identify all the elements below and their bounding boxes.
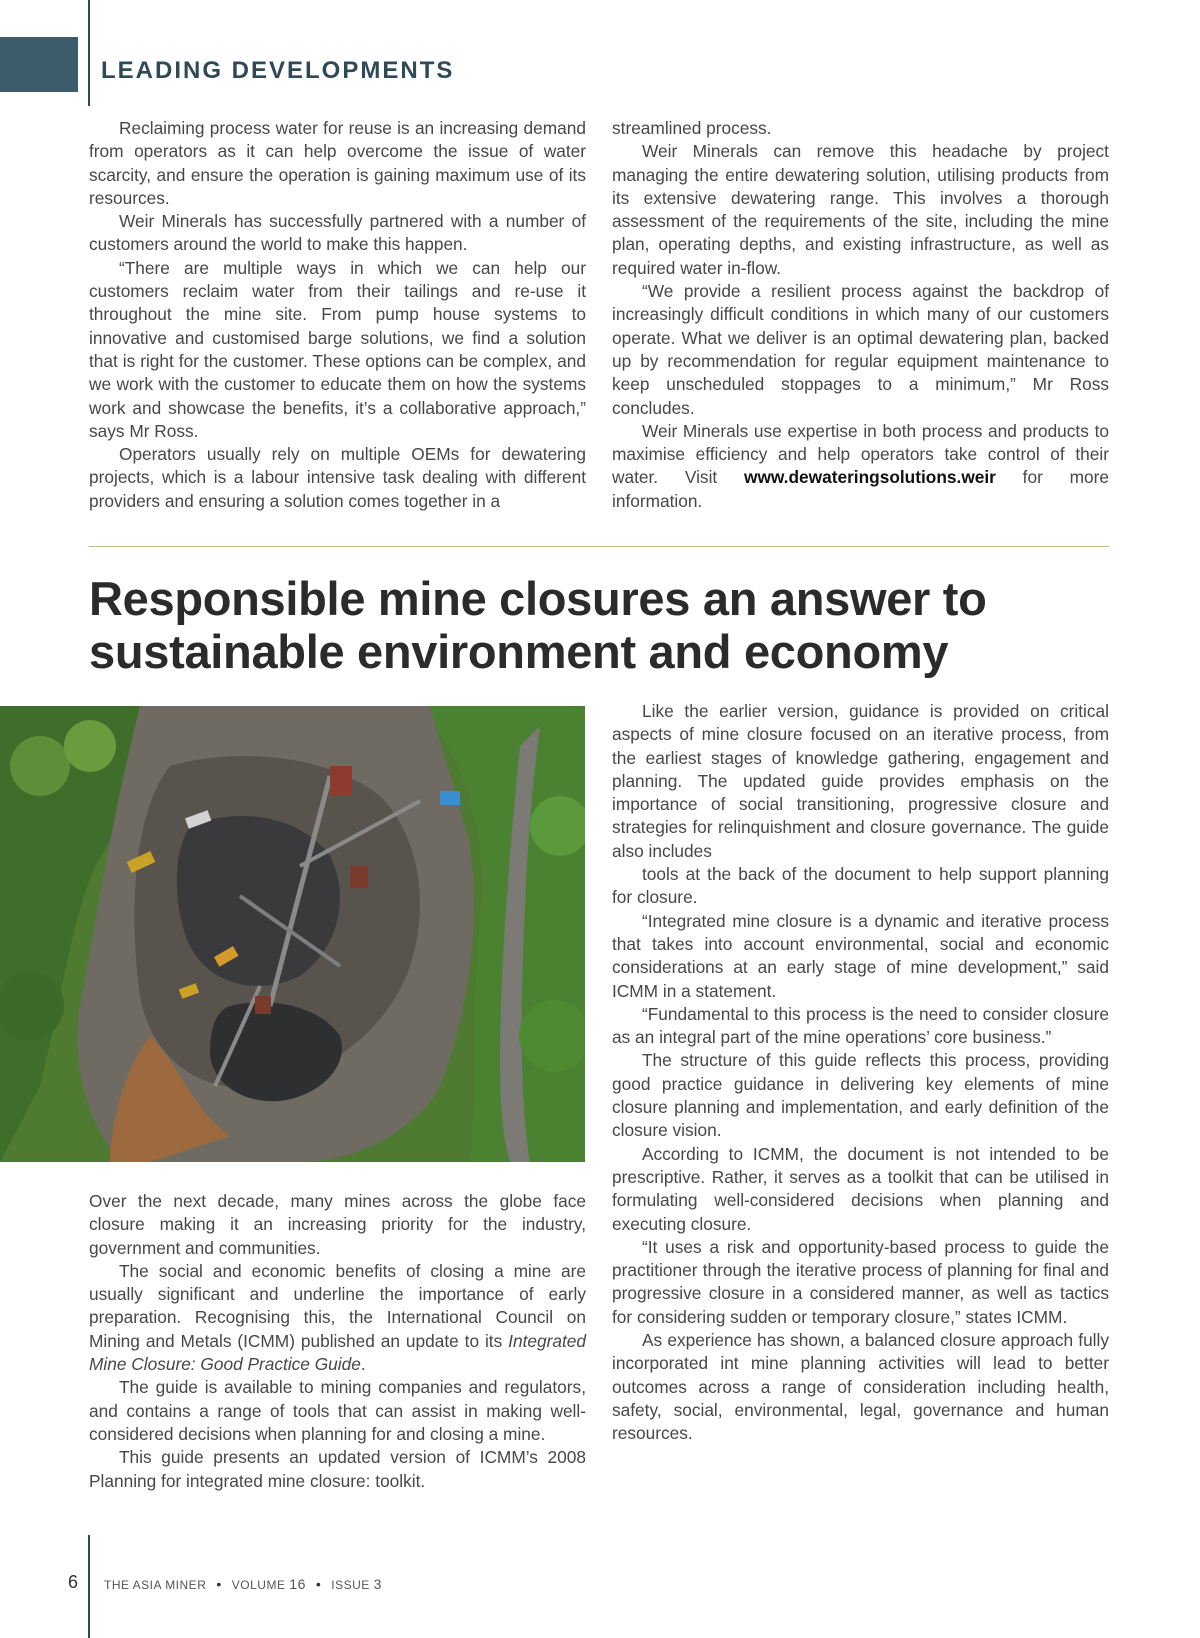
section-label: LEADING DEVELOPMENTS <box>101 57 455 84</box>
page-number: 6 <box>68 1572 79 1592</box>
article2-right-paragraph: “Fundamental to this process is the need to consider closure as an integral part of the mine operations’ core business.” <box>612 1003 1109 1048</box>
side-rule-top <box>88 0 90 106</box>
article-divider <box>89 546 1109 547</box>
article1-left-paragraph: Weir Minerals has successfully partnered with a number of customers around the world to make this happen. <box>89 211 586 255</box>
article2-headline: Responsible mine closures an answer to sustainable environment and economy <box>89 572 987 678</box>
section-color-block <box>0 37 78 92</box>
separator-dot: • <box>315 1576 322 1592</box>
dewatering-solutions-link[interactable]: www.dewateringsolutions.weir <box>744 467 996 488</box>
article2-left-paragraph: Over the next decade, many mines across the globe face closure making it an increasing priority for the industry, government and communities. <box>89 1191 586 1258</box>
issue-label: ISSUE <box>331 1578 370 1592</box>
publication-info <box>104 1576 382 1592</box>
article2-right-paragraph: “Integrated mine closure is a dynamic and iterative process that takes into account environmental, social and economic considerations at an early stage of mine development,” said ICMM in a statement. <box>612 910 1109 1001</box>
article2-right-paragraph: “It uses a risk and opportunity-based process to guide the practitioner through the iterative process of planning for final and progressive closure in a considered manner, as well as tactics for considering sudden or temporary closure,” states ICMM. <box>612 1236 1109 1327</box>
article1-right-paragraph: “We provide a resilient process against the backdrop of increasingly difficult conditions in which many of our customers operate. What we deliver is an optimal dewatering plan, backed up by recommendation for regular equipment maintenance to keep unscheduled stoppages to a minimum,” Mr Ross concludes. <box>612 281 1109 418</box>
article1-right-column <box>612 117 1109 513</box>
guide-title: Integrated Mine Closure: Good Practice Guide <box>89 1330 586 1375</box>
article1-left-column <box>89 117 586 513</box>
page-footer <box>0 1572 600 1596</box>
article2-right-paragraph: tools at the back of the document to help support planning for closure. <box>612 864 1109 908</box>
article1-left-paragraph: “There are multiple ways in which we can help our customers reclaim water from their tailings and re-use it throughout the mine site. From pump house systems to innovative and customised barge solutions, we find a solution that is right for the customer. These options can be complex, and we work with the customer to educate them on how the systems work and showcase the benefits, it’s a collaborative approach,” says Mr Ross. <box>89 257 586 441</box>
closing-text-end: for more information. <box>612 467 1109 511</box>
article2-right-column <box>612 700 1109 1446</box>
volume-number: 16 <box>289 1576 306 1592</box>
article2-right-paragraph: As experience has shown, a balanced closure approach fully incorporated int mine planning activities will lead to better outcomes across a range of consideration including health, safety, social, environmental, legal, governance and human resources. <box>612 1330 1109 1444</box>
volume-label: VOLUME <box>231 1578 286 1592</box>
article2-left-paragraph <box>89 1260 586 1376</box>
article2-left-column <box>89 1190 586 1493</box>
article2-right-paragraph: Like the earlier version, guidance is provided on critical aspects of mine closure focused on an iterative process, from the earliest stages of knowledge gathering, engagement and planning. The updated guide provides emphasis on the importance of social transitioning, progressive closure and strategies for relinquishment and closure governance. The guide also includes <box>612 701 1109 861</box>
article2-text-end: . <box>360 1354 366 1375</box>
publication-name: THE ASIA MINER <box>104 1578 207 1592</box>
article2-left-paragraph: The guide is available to mining companies and regulators, and contains a range of tools that can assist in making well-considered decisions when planning for and closing a mine. <box>89 1377 586 1444</box>
mine-aerial-photo <box>0 706 585 1162</box>
separator-dot: • <box>216 1576 222 1592</box>
article2-text: The social and economic benefits of closing a mine are usually significant and underline the importance of early preparation. Recognising this, the International Council on Mining and Metals (ICMM) published an update to its <box>89 1260 586 1351</box>
article1-right-paragraph: Weir Minerals can remove this headache by project managing the entire dewatering solution, utilising products from its extensive dewatering range. This involves a thorough assessment of the requirements of the site, including the mine plan, operating depths, and existing infrastructure, as well as required water in-flow. <box>612 141 1109 278</box>
article2-left-paragraph: This guide presents an updated version of ICMM’s 2008 Planning for integrated mine closure: toolkit. <box>89 1447 586 1491</box>
article2-right-paragraph: The structure of this guide reflects this process, providing good practice guidance in delivering key elements of mine closure planning and implementation, and early definition of the closure vision. <box>612 1050 1109 1141</box>
article2-right-paragraph: According to ICMM, the document is not intended to be prescriptive. Rather, it serves as a toolkit that can be utilised in formulating well-considered decisions when planning and executing closure. <box>612 1143 1109 1234</box>
issue-number: 3 <box>373 1576 382 1592</box>
article1-closing-paragraph <box>612 420 1109 513</box>
article1-left-paragraph: Operators usually rely on multiple OEMs for dewatering projects, which is a labour intensive task dealing with different providers and ensuring a solution comes together in a <box>89 444 586 511</box>
closing-text: Weir Minerals use expertise in both process and products to maximise efficiency and help operators take control of their water. Visit <box>612 420 1109 488</box>
article1-right-paragraph: streamlined process. <box>612 118 772 138</box>
article1-left-paragraph: Reclaiming process water for reuse is an increasing demand from operators as it can help overcome the issue of water scarcity, and ensure the operation is gaining maximum use of its resources. <box>89 118 586 208</box>
